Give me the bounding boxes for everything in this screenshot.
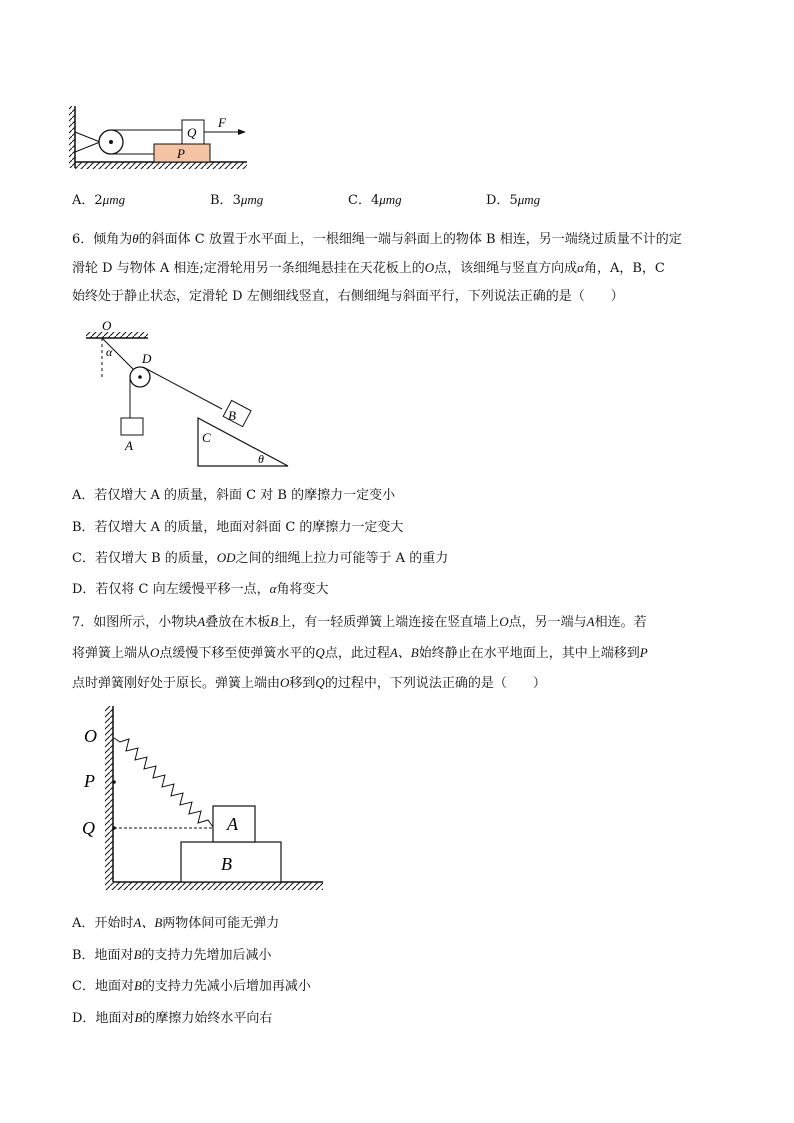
q6-stem-line-2: 滑轮 D 与物体 A 相连;定滑轮用另一条细绳悬挂在天花板上的O点，该细绳与竖直方向成α角，A，B，C [72,260,665,276]
q7-stem-line-2: 将弹簧上端从O点缓慢下移至使弹簧水平的Q点，此过程A、B始终静止在水平地面上，其中上端移到P [72,645,648,661]
label-p: P [84,771,95,791]
label-a: A [125,438,133,453]
spring [114,738,213,827]
label-o: O [84,726,97,746]
q7-figure [80,700,330,900]
label-b: B [228,408,236,423]
ground [113,882,323,890]
q6-option-b[interactable]: B．若仅增大 A 的质量，地面对斜面 C 的摩擦力一定变大 [72,520,404,535]
q6-stem-line-1: 6．倾角为θ的斜面体 C 放置于水平面上，一根细绳一端与斜面上的物体 B 相连，另一端绕过质量不计的定 [72,231,682,247]
q6-figure [80,318,300,470]
q5-option-c[interactable]: C．4μmg [348,192,402,208]
q7-option-d[interactable]: D．地面对B的摩擦力始终水平向右 [72,1010,273,1026]
block-a [121,418,143,435]
q5-option-d[interactable]: D．5μmg [486,192,541,208]
label-p: P [177,146,185,161]
q7-option-a[interactable]: A．开始时A、B两物体间可能无弹力 [72,915,280,931]
q6-option-c[interactable]: C．若仅增大 B 的质量，OD之间的细绳上拉力可能等于 A 的重力 [72,550,449,566]
q7-stem-line-1: 7．如图所示，小物块A叠放在木板B上，有一轻质弹簧上端连接在竖直墙上O点，另一端与A相连。若 [72,614,647,630]
label-c: C [202,430,211,445]
q6-option-d[interactable]: D．若仅将 C 向左缓慢平移一点，α角将变大 [72,581,329,597]
q7-option-c[interactable]: C．地面对B的支持力先减小后增加再减小 [72,978,311,994]
wall [105,706,113,890]
label-q: Q [82,818,95,838]
ceiling [86,332,148,338]
q6-stem-line-3: 始终处于静止状态，定滑轮 D 左侧细线竖直，右侧细绳与斜面平行，下列说法正确的是（ ） [72,289,624,304]
ground [75,162,247,169]
label-o: O [102,318,112,333]
q7-stem-line-3: 点时弹簧刚好处于原长。弹簧上端由O移到Q的过程中，下列说法正确的是（ ） [72,675,546,691]
label-f: F [218,115,226,130]
label-theta: θ [258,452,264,466]
label-a: A [227,814,238,834]
q6-option-a[interactable]: A．若仅增大 A 的质量，斜面 C 对 B 的摩擦力一定变小 [72,488,396,503]
label-alpha: α [106,345,113,359]
label-d: D [142,351,152,366]
q5-option-b[interactable]: B．3μmg [210,192,264,208]
label-b: B [221,854,232,874]
q5-option-a[interactable]: A．2μmg [72,192,126,208]
q5-figure [66,100,266,172]
label-q: Q [187,125,197,140]
q7-option-b[interactable]: B．地面对B的支持力先增加后减小 [72,947,272,963]
wall [69,106,75,168]
